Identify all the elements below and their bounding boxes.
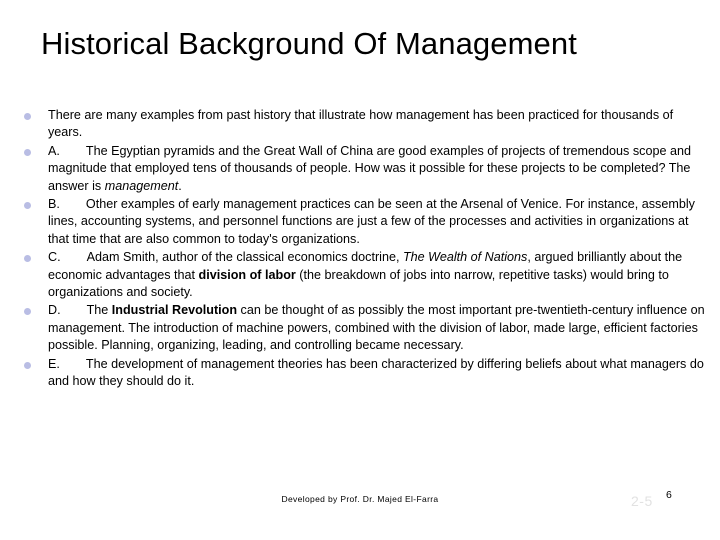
footer-credit [0,494,720,505]
placeholder-ghost-artifact [38,15,518,23]
slide-title-placeholder[interactable] [41,24,681,63]
list-item[interactable] [17,143,709,195]
page-title: Historical Background Of Management [41,26,577,61]
list-item-label: E. [48,356,60,371]
text-run-italic: management [104,178,179,193]
text-run-italic: The Wealth of Nations [402,250,528,265]
bullet-dot-icon [24,362,31,369]
list-item[interactable] [17,302,709,354]
list-item-text [48,196,709,248]
list-item-text [48,356,709,391]
text-run-normal: . [178,178,182,193]
footer-credit-text: Developed by Prof. Dr. Majed El-Farra [281,494,439,504]
text-run-bold: Industrial Revolution [111,303,238,318]
bullet-dot-icon [24,149,31,156]
list-item-label: D. [48,303,61,318]
slide-body-placeholder[interactable] [17,107,709,392]
slide-number: 6 [666,489,672,501]
list-item-label: C. [48,250,61,265]
text-run-normal: The Egyptian pyramids and the Great Wall of China are good examples of projects of tremendous scope and magnitude that employed tens of thousands of people. How was it possible for these projects to be completed? The answer is [48,143,691,193]
list-item-text [48,107,709,142]
list-item-text [48,143,709,195]
text-run-normal: Other examples of early management practices can be seen at the Arsenal of Venice. For instance, assembly lines, accounting systems, and personnel functions are just a few of the processes and activities in organizations at that time that are also common to today's organizations. [48,197,695,246]
text-run-normal: There are many examples from past history that illustrate how management has been practiced for thousands of years. [48,108,674,140]
list-item-text [48,249,709,301]
text-run-normal: The development of management theories has been characterized by differing beliefs about what managers do and how they should do it. [48,356,704,389]
bullet-dot-icon [24,113,31,120]
text-run-normal: can be thought of as possibly the most important pre-twentieth-century influence on management. The introduction of machine powers, combined with the division of labor, made large, efficient factories possible. Planning, organizing, leading, and controlling became necessary. [48,303,705,353]
text-run-normal: , argued brilliantly about the economic advantages that [48,250,683,282]
list-item[interactable] [17,196,709,248]
text-run-bold: division of labor [198,267,296,282]
bullet-dot-icon [24,308,31,315]
list-item[interactable] [17,356,709,391]
bullet-dot-icon [24,255,31,262]
text-run-normal: The [86,303,112,318]
section-marker: 2-5 [631,493,653,509]
bullet-dot-icon [24,202,31,209]
text-run-normal: (the breakdown of jobs into narrow, repetitive tasks) would bring to organizations and society. [48,267,669,300]
list-item[interactable] [17,107,709,142]
list-item-label: A. [48,143,60,158]
text-run-normal: Adam Smith, author of the classical economics doctrine, [86,250,403,265]
list-item-label: B. [48,197,60,212]
list-item-text [48,302,709,354]
list-item[interactable] [17,249,709,301]
